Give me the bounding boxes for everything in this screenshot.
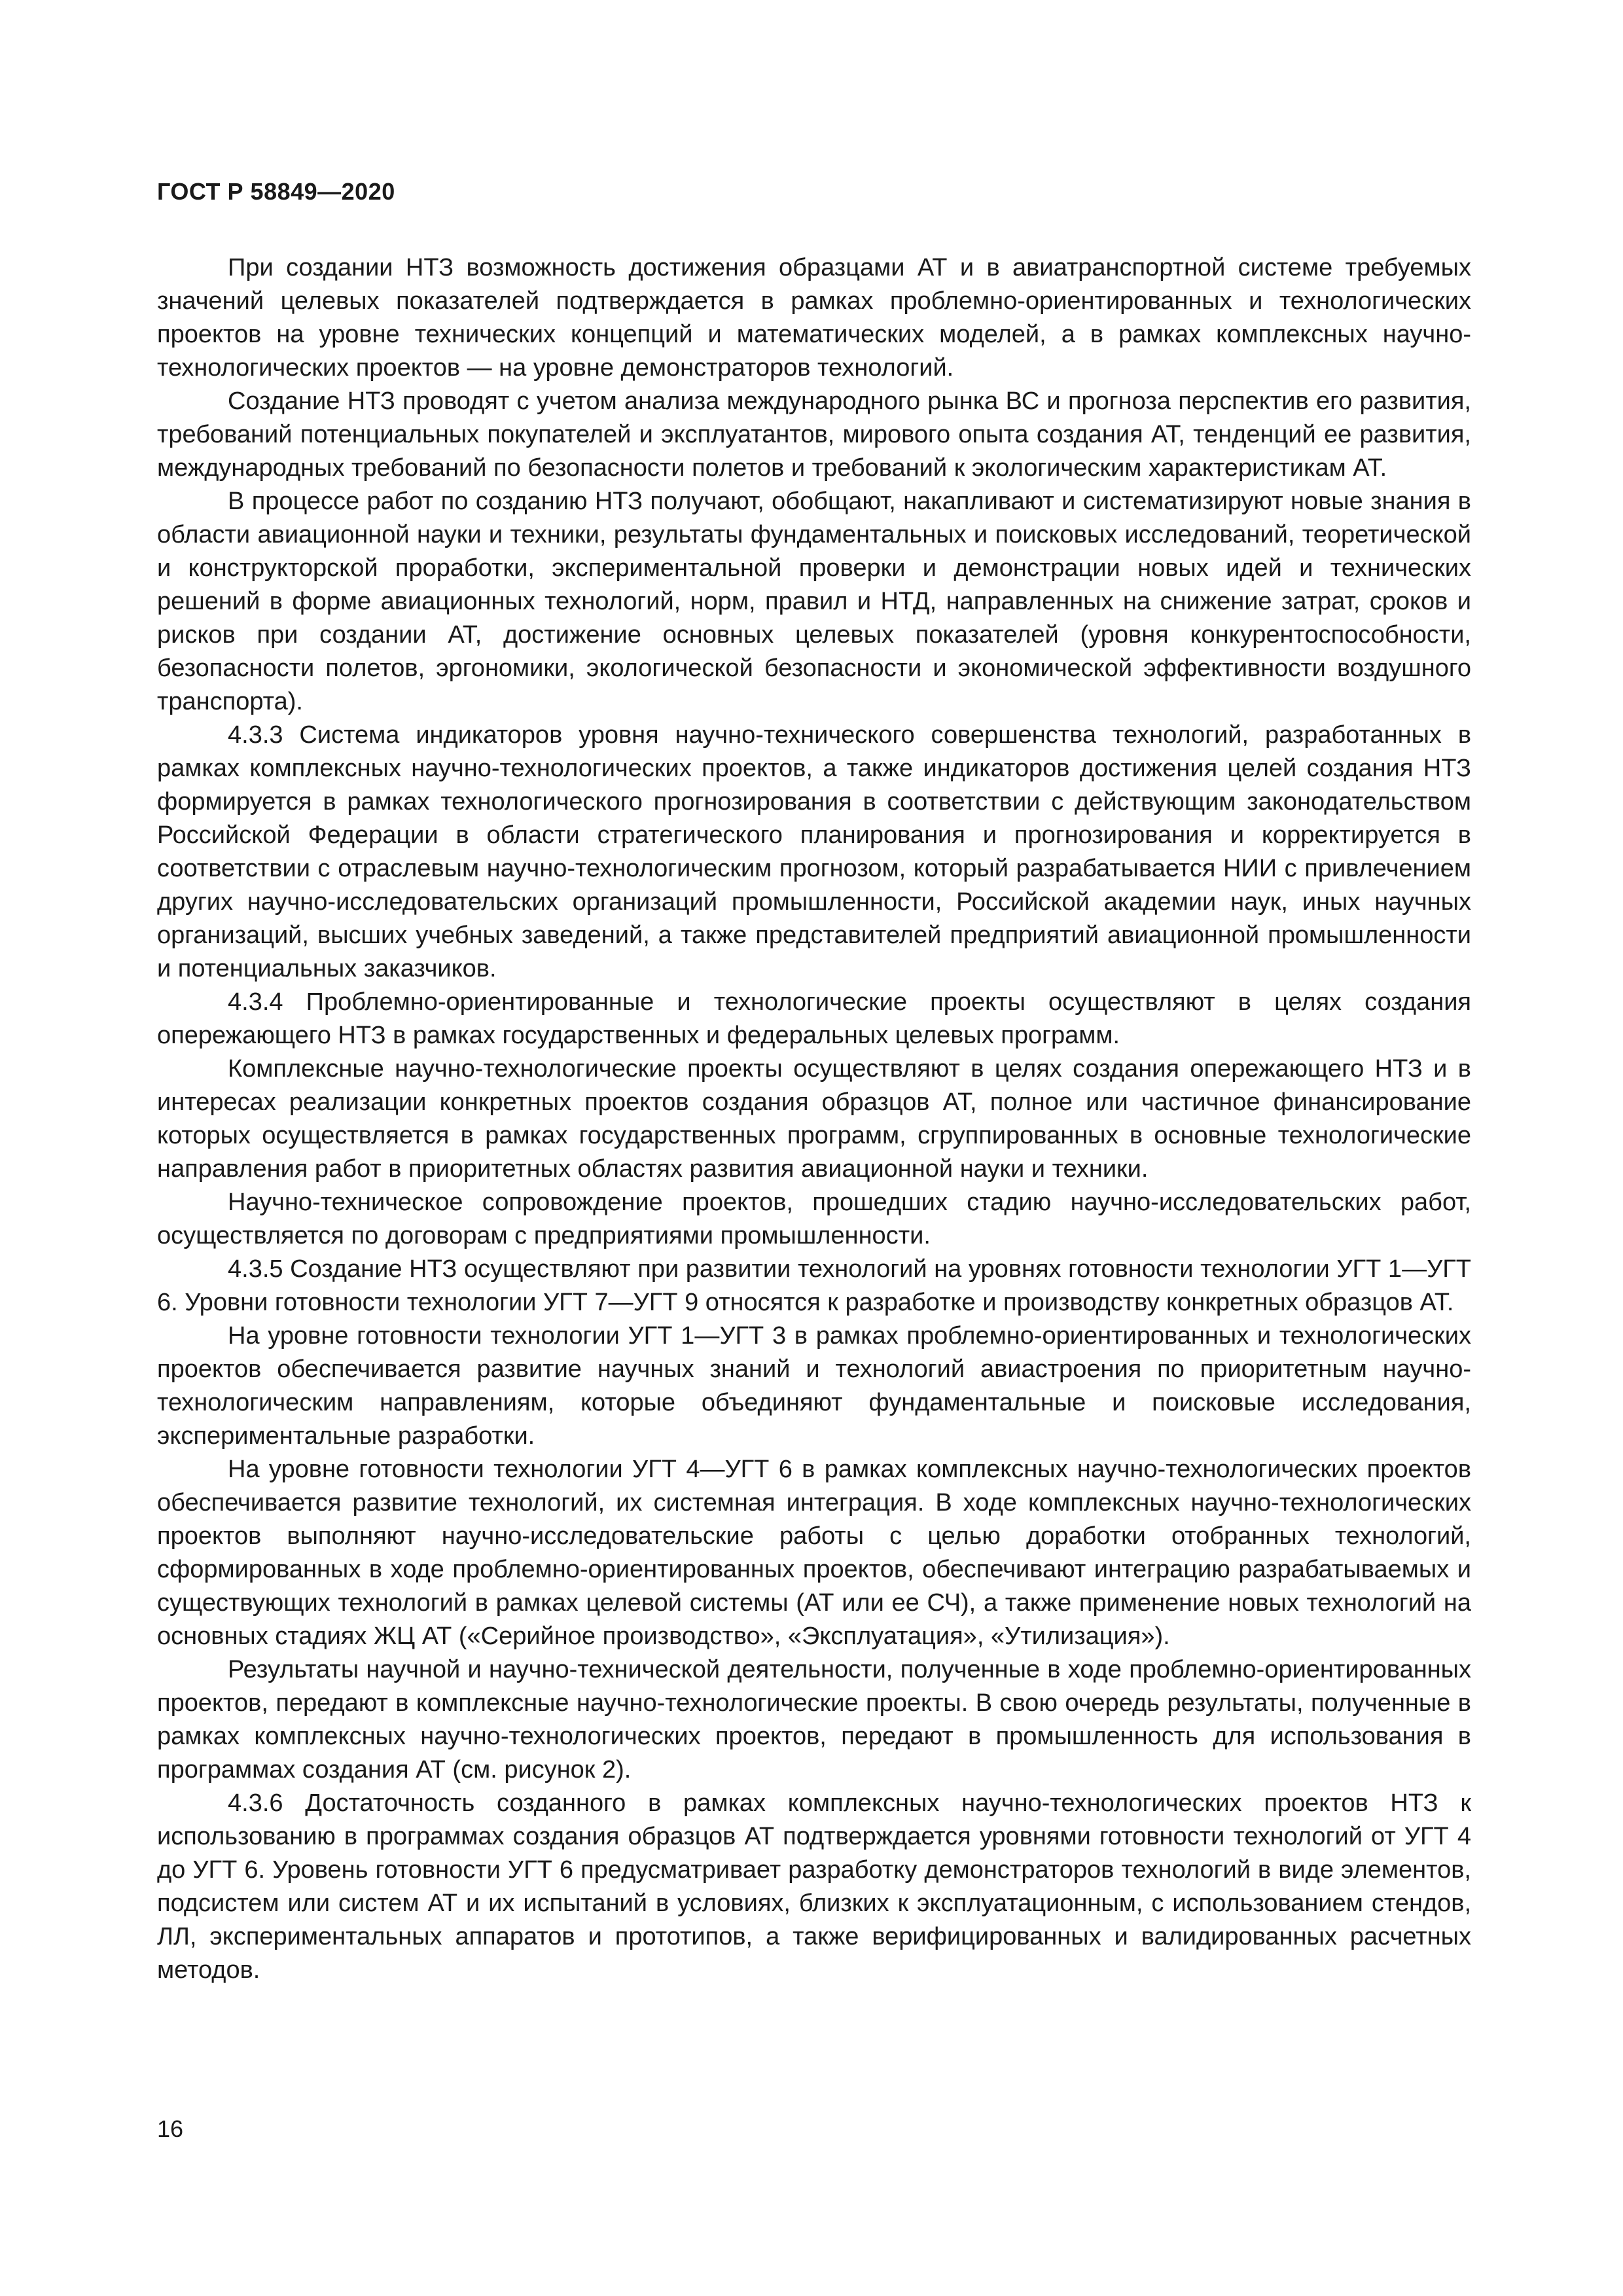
paragraph: Результаты научной и научно-технической деятельности, полученные в ходе проблемно-ориентированных проектов, передают в комплексные научно-технологические проекты. В свою очередь результаты, полученные в рамках комплексных научно-технологических проектов, передают в промышленность для использования в программах создания АТ (см. рисунок 2).: [157, 1656, 1471, 1784]
paragraph: В процессе работ по созданию НТЗ получают, обобщают, накапливают и систематизируют новые знания в области авиационной науки и техники, результаты фундаментальных и поисковых исследований, теоретической и конструкторской проработки, экспериментальной проверки и демонстрации новых идей и технических решений в форме авиационных технологий, норм, правил и НТД, направленных на снижение затрат, сроков и рисков при создании АТ, достижение основных целевых показателей (уровня конкурентоспособности, безопасности полетов, эргономики, экологической безопасности и экономической эффективности воздушного транспорта).: [157, 488, 1471, 715]
paragraph: 4.3.5 Создание НТЗ осуществляют при развитии технологий на уровнях готовности технологии УГТ 1—УГТ 6. Уровни готовности технологии УГТ 7—УГТ 9 относятся к разработке и производству конкретных образцов АТ.: [157, 1255, 1471, 1316]
paragraph: При создании НТЗ возможность достижения образцами АТ и в авиатранспортной системе требуемых значений целевых показателей подтверждается в рамках проблемно-ориентированных и технологических проектов на уровне технических концепций и математических моделей, а в рамках комплексных научно-технологических проектов — на уровне демонстраторов технологий.: [157, 254, 1471, 382]
document-body: [157, 251, 1471, 1987]
paragraph: На уровне готовности технологии УГТ 4—УГТ 6 в рамках комплексных научно-технологических проектов обеспечивается развитие технологий, их системная интеграция. В ходе комплексных научно-технологических проектов выполняют научно-исследовательские работы с целью доработки отобранных технологий, сформированных в ходе проблемно-ориентированных проектов, обеспечивают интеграцию разрабатываемых и существующих технологий в рамках целевой системы (АТ или ее СЧ), а также применение новых технологий на основных стадиях ЖЦ АТ («Серийное производство», «Эксплуатация», «Утилизация»).: [157, 1456, 1471, 1650]
paragraph: Научно-техническое сопровождение проектов, прошедших стадию научно-исследовательских работ, осуществляется по договорам с предприятиями промышленности.: [157, 1189, 1471, 1249]
paragraph: 4.3.4 Проблемно-ориентированные и технологические проекты осуществляют в целях создания опережающего НТЗ в рамках государственных и федеральных целевых программ.: [157, 988, 1471, 1049]
paragraph: На уровне готовности технологии УГТ 1—УГТ 3 в рамках проблемно-ориентированных и технологических проектов обеспечивается развитие научных знаний и технологий авиастроения по приоритетным научно-технологическим направлениям, которые объединяют фундаментальные и поисковые исследования, экспериментальные разработки.: [157, 1322, 1471, 1450]
paragraph: Комплексные научно-технологические проекты осуществляют в целях создания опережающего НТЗ и в интересах реализации конкретных проектов создания образцов АТ, полное или частичное финансирование которых осуществляется в рамках государственных программ, сгруппированных в основные технологические направления работ в приоритетных областях развития авиационной науки и техники.: [157, 1055, 1471, 1183]
paragraph: 4.3.6 Достаточность созданного в рамках комплексных научно-технологических проектов НТЗ к использованию в программах создания образцов АТ подтверждается уровнями готовности технологий от УГТ 4 до УГТ 6. Уровень готовности УГТ 6 предусматривает разработку демонстраторов технологий в виде элементов, подсистем или систем АТ и их испытаний в условиях, близких к эксплуатационным, с использованием стендов, ЛЛ, экспериментальных аппаратов и прототипов, а также верифицированных и валидированных расчетных методов.: [157, 1789, 1471, 1984]
page-number: 16: [157, 2115, 184, 2142]
standard-header: ГОСТ Р 58849—2020: [157, 178, 395, 205]
paragraph: Создание НТЗ проводят с учетом анализа международного рынка ВС и прогноза перспектив его развития, требований потенциальных покупателей и эксплуатантов, мирового опыта создания АТ, тенденций ее развития, международных требований по безопасности полетов и требований к экологическим характеристикам АТ.: [157, 387, 1471, 482]
paragraph: 4.3.3 Система индикаторов уровня научно-технического совершенства технологий, разработанных в рамках комплексных научно-технологических проектов, а также индикаторов достижения целей создания НТЗ формируется в рамках технологического прогнозирования в соответствии с действующим законодательством Российской Федерации в области стратегического планирования и прогнозирования и корректируется в соответствии с отраслевым научно-технологическим прогнозом, который разрабатывается НИИ с привлечением других научно-исследовательских организаций промышленности, Российской академии наук, иных научных организаций, высших учебных заведений, а также представителей предприятий авиационной промышленности и потенциальных заказчиков.: [157, 721, 1471, 982]
